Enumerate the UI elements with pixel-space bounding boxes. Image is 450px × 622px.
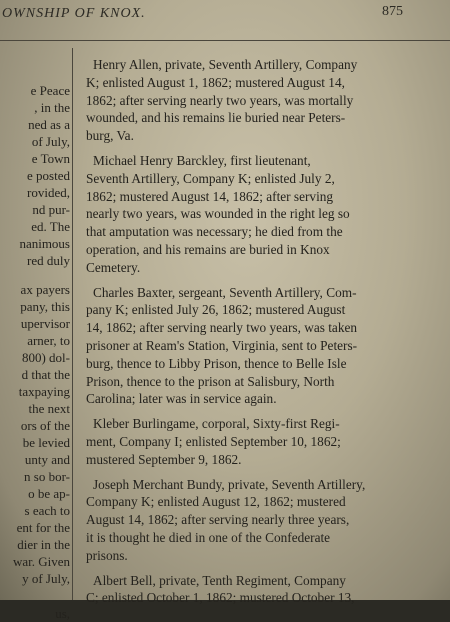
- entry-line: prisons.: [86, 547, 128, 563]
- left-column-line: y of July,: [22, 571, 70, 586]
- left-column-line: ed. The: [31, 219, 70, 234]
- entry-line: burg, thence to Libby Prison, thence to Belle Isle: [86, 355, 347, 371]
- entry-line: ment, Company I; enlisted September 10, 1862;: [86, 433, 341, 449]
- left-column-line: us,: [55, 606, 70, 621]
- running-header-title: OWNSHIP OF KNOX.: [2, 6, 146, 21]
- left-column-line: o be ap-: [28, 486, 70, 501]
- entry-line: Henry Allen, private, Seventh Artillery, Company: [93, 57, 358, 72]
- left-column-line: , in the: [34, 100, 70, 115]
- roster-entry: [86, 152, 446, 277]
- entry-line: Cemetery.: [86, 259, 141, 275]
- left-column-line: nanimous: [19, 236, 70, 251]
- entry-line: burg, Va.: [86, 128, 134, 144]
- left-column-fragment: [0, 82, 70, 622]
- entry-line: Carolina; later was in service again.: [86, 391, 277, 407]
- left-column-line: e Peace: [30, 83, 70, 98]
- entry-line: August 14, 1862; after serving nearly three years,: [86, 512, 350, 528]
- left-column-line: ent for the: [16, 520, 70, 535]
- left-column-line: ors of the: [20, 418, 70, 433]
- entry-line: that amputation was necessary; he died from the: [86, 224, 343, 240]
- entry-line: K; enlisted August 1, 1862; mustered August 14,: [86, 74, 345, 90]
- entry-line: Michael Henry Barckley, first lieutenant,: [93, 152, 311, 168]
- page-number: 875: [382, 4, 403, 19]
- roster-entry: [86, 284, 446, 409]
- entry-line: Charles Baxter, sergeant, Seventh Artillery, Com-: [93, 284, 357, 300]
- roster-entry: [86, 56, 446, 145]
- left-column-line: the next: [28, 401, 70, 416]
- roster-entry: [86, 572, 446, 608]
- entry-line: C; enlisted October 1, 1862; mustered October 13,: [86, 590, 355, 606]
- left-column-line: unty and: [24, 452, 70, 467]
- entry-line: 14, 1862; after serving nearly two years, was taken: [86, 320, 358, 336]
- entry-line: 1862; after serving nearly two years, was mortally: [86, 92, 354, 108]
- entry-line: Prison, thence to the prison at Salisbury, North: [86, 373, 335, 389]
- column-divider: [72, 48, 73, 600]
- roster-entry: [86, 415, 446, 468]
- entry-line: wounded, and his remains lie buried near Peters-: [86, 110, 346, 126]
- left-column-line: dier in the: [17, 537, 70, 552]
- header-rule: [0, 40, 450, 41]
- entry-line: it is thought he died in one of the Confederate: [86, 529, 331, 545]
- entry-line: operation, and his remains are buried in Knox: [86, 241, 330, 257]
- entry-line: prisoner at Ream's Station, Virginia, sent to Peters-: [86, 337, 358, 353]
- entry-line: Kleber Burlingame, corporal, Sixty-first Regi-: [93, 416, 340, 432]
- entry-line: pany K; enlisted July 26, 1862; mustered August: [86, 302, 346, 318]
- left-column-line: 800) dol-: [21, 350, 70, 365]
- entry-line: Joseph Merchant Bundy, private, Seventh Artillery,: [93, 476, 366, 492]
- left-column-line: war. Given: [12, 554, 70, 569]
- left-column-line: pany, this: [20, 299, 70, 314]
- right-column-text: [86, 56, 446, 614]
- left-column-line: rovided,: [27, 185, 70, 200]
- left-column-line: ax payers: [20, 282, 70, 297]
- left-column-line: n so bor-: [24, 469, 70, 484]
- left-column-line: e Town: [31, 151, 70, 166]
- left-column-line: nd pur-: [32, 202, 70, 217]
- left-column-line: ned as a: [28, 117, 70, 132]
- entry-line: Seventh Artillery, Company K; enlisted July 2,: [86, 170, 335, 186]
- left-column-line: of July,: [31, 134, 70, 149]
- left-column-line: arner, to: [27, 333, 70, 348]
- entry-line: 1862; mustered August 14, 1862; after serving: [86, 188, 334, 204]
- entry-line: Albert Bell, private, Tenth Regiment, Company: [93, 572, 346, 588]
- entry-line: mustered September 9, 1862.: [86, 451, 242, 467]
- left-column-line: s each to: [24, 503, 70, 518]
- left-column-line: d that the: [21, 367, 70, 382]
- left-column-line: e posted: [27, 168, 70, 183]
- entry-line: Company K; enlisted August 12, 1862; mustered: [86, 494, 346, 510]
- left-column-line: upervisor: [20, 316, 70, 331]
- left-column-line: [0, 269, 70, 281]
- left-column-line: be levied: [22, 435, 70, 450]
- roster-entry: [86, 476, 446, 565]
- left-column-line: red duly: [27, 253, 70, 268]
- entry-line: nearly two years, was wounded in the right leg so: [86, 206, 350, 222]
- left-column-line: taxpaying: [18, 384, 70, 399]
